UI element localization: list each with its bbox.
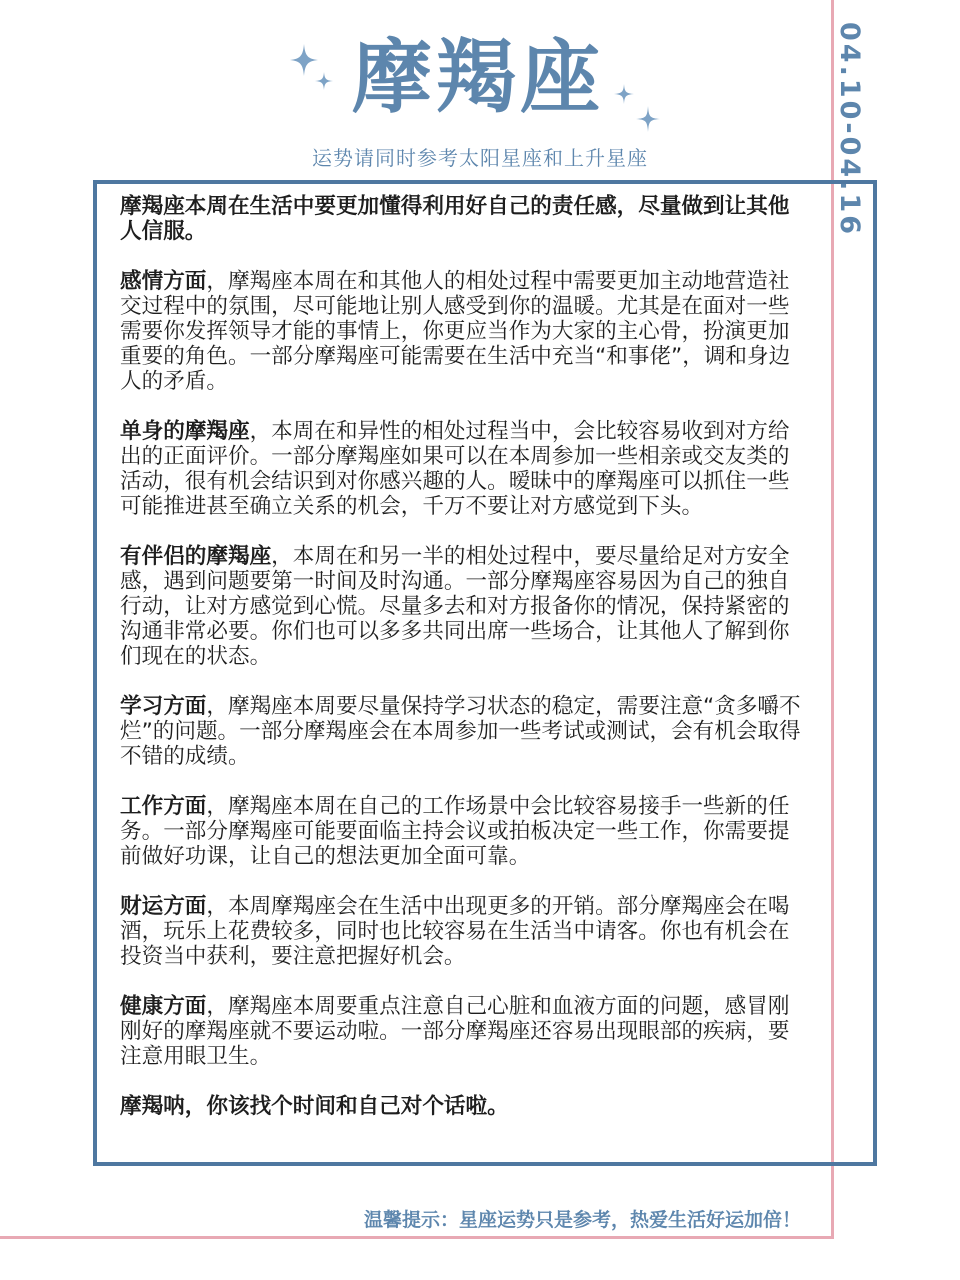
horoscope-body <box>120 194 810 1144</box>
section-paragraph <box>120 544 810 669</box>
footer-tip: 温馨提示：星座运势只是参考，热爱生活好运加倍！ <box>364 1209 802 1231</box>
section-paragraph <box>120 894 810 969</box>
section-heading: 感情方面 <box>120 269 207 294</box>
section-text: ，本周摩羯座会在生活中出现更多的开销。部分摩羯座会在喝酒，玩乐上花费较多，同时也比较容易在生活当中请客。你也有机会在投资当中获利，要注意把握好机会。 <box>120 894 790 969</box>
section-text: ，摩羯座本周在自己的工作场景中会比较容易接手一些新的任务。一部分摩羯座可能要面临主持会议或拍板决定一些工作，你需要提前做好功课，让自己的想法更加全面可靠。 <box>120 794 790 869</box>
section-paragraph <box>120 419 810 519</box>
sparkle-icon <box>612 84 664 136</box>
intro-text: 摩羯座本周在生活中要更加懂得利用好自己的责任感，尽量做到让其他人信服。 <box>120 194 790 244</box>
section-heading: 健康方面 <box>120 994 207 1019</box>
section-heading: 学习方面 <box>120 694 207 719</box>
section-text: ，本周在和异性的相处过程当中，会比较容易收到对方给出的正面评价。一部分摩羯座如果可以在本周参加一些相亲或交友类的活动，很有机会结识到对你感兴趣的人。暧昧中的摩羯座可以抓住一些可能推进甚至确立关系的机会，千万不要让对方感觉到下头。 <box>120 419 790 519</box>
section-paragraph <box>120 794 810 869</box>
section-paragraph <box>120 694 810 769</box>
closing-text: 摩羯呐，你该找个时间和自己对个话啦。 <box>120 1094 509 1119</box>
page-subtitle: 运势请同时参考太阳星座和上升星座 <box>312 146 648 170</box>
section-text: ，本周在和另一半的相处过程中，要尽量给足对方安全感，遇到问题要第一时间及时沟通。一部分摩羯座容易因为自己的独自行动，让对方感觉到心慌。尽量多去和对方报备你的情况，保持紧密的沟通非常必要。你们也可以多多共同出席一些场合，让其他人了解到你们现在的状态。 <box>120 544 790 669</box>
section-heading: 有伴侣的摩羯座 <box>120 544 272 569</box>
section-paragraph <box>120 269 810 394</box>
section-paragraph <box>120 994 810 1069</box>
section-heading: 单身的摩羯座 <box>120 419 250 444</box>
section-text: ，摩羯座本周要尽量保持学习状态的稳定，需要注意“贪多嚼不烂”的问题。一部分摩羯座会在本周参加一些考试或测试，会有机会取得不错的成绩。 <box>120 694 801 769</box>
section-text: ，摩羯座本周要重点注意自己心脏和血液方面的问题，感冒刚刚好的摩羯座就不要运动啦。一部分摩羯座还容易出现眼部的疾病，要注意用眼卫生。 <box>120 994 790 1069</box>
closing-paragraph <box>120 1094 810 1119</box>
section-heading: 工作方面 <box>120 794 207 819</box>
sparkle-icon <box>286 42 338 98</box>
intro-paragraph <box>120 194 810 244</box>
date-range: 04.10-04.16 <box>834 22 865 238</box>
decorative-horizontal-line <box>0 1236 834 1239</box>
section-text: ，摩羯座本周在和其他人的相处过程中需要更加主动地营造社交过程中的氛围，尽可能地让别人感受到你的温暖。尤其是在面对一些需要你发挥领导才能的事情上，你更应当作为大家的主心骨，扮演更加重要的角色。一部分摩羯座可能需要在生活中充当“和事佬”，调和身边人的矛盾。 <box>120 269 791 394</box>
section-heading: 财运方面 <box>120 894 207 919</box>
page-title: 摩羯座 <box>352 31 604 124</box>
